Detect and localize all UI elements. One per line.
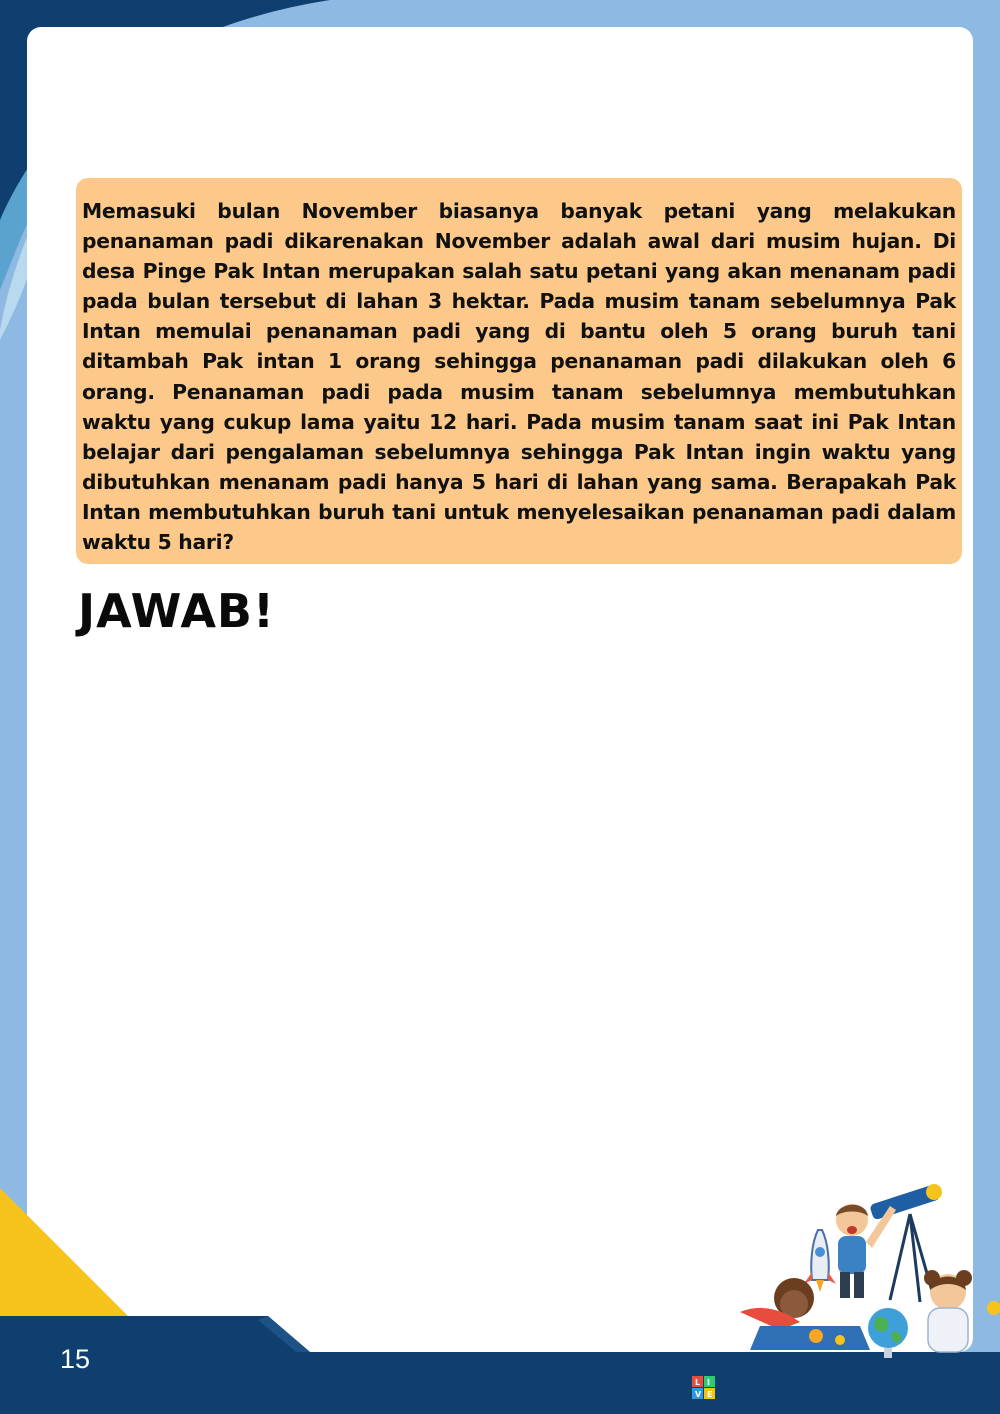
problem-text: Memasuki bulan November biasanya banyak petani yang melakukan penanaman padi dikarenakan November adalah awal dari musim hujan. Di desa Pinge Pak Intan merupakan salah satu petani yang akan menanam padi pada bulan tersebut di lahan 3 hektar. Pada musim tanam sebelumnya Pak Intan memulai penanaman padi yang di bantu oleh 5 orang buruh tani ditambah Pak intan 1 orang sehingga penanaman padi dilakukan oleh 6 orang. Penanaman padi pada musim tanam sebelumnya membutuhkan waktu yang cukup lama yaitu 12 hari. Pada musim tanam saat ini Pak Intan belajar dari pengalaman sebelumnya sehingga Pak Intan ingin waktu yang dibutuhkan menanam padi hanya 5 hari di lahan yang sama. Berapakah Pak Intan membutuhkan buruh tani untuk menyelesaikan penanaman padi dalam waktu 5 hari? [82, 199, 956, 555]
boy-character [836, 1204, 896, 1298]
logo-letter-v: V [695, 1390, 702, 1399]
liveworksheets-watermark: WORKSHEETS [728, 1376, 936, 1404]
girl-character [924, 1270, 1000, 1352]
answer-heading: JAWAB! [78, 584, 275, 638]
logo-letter-e: E [707, 1390, 713, 1399]
logo-letter-i: I [707, 1378, 710, 1387]
kids-science-illustration [720, 1180, 1000, 1360]
reading-girl-character [740, 1278, 870, 1350]
bottom-left-yellow-triangle [0, 1188, 128, 1316]
rocket-icon [804, 1230, 836, 1292]
problem-box [76, 178, 962, 564]
globe-icon [868, 1308, 908, 1358]
logo-letter-l: L [695, 1378, 701, 1387]
page-number: 15 [60, 1344, 91, 1374]
